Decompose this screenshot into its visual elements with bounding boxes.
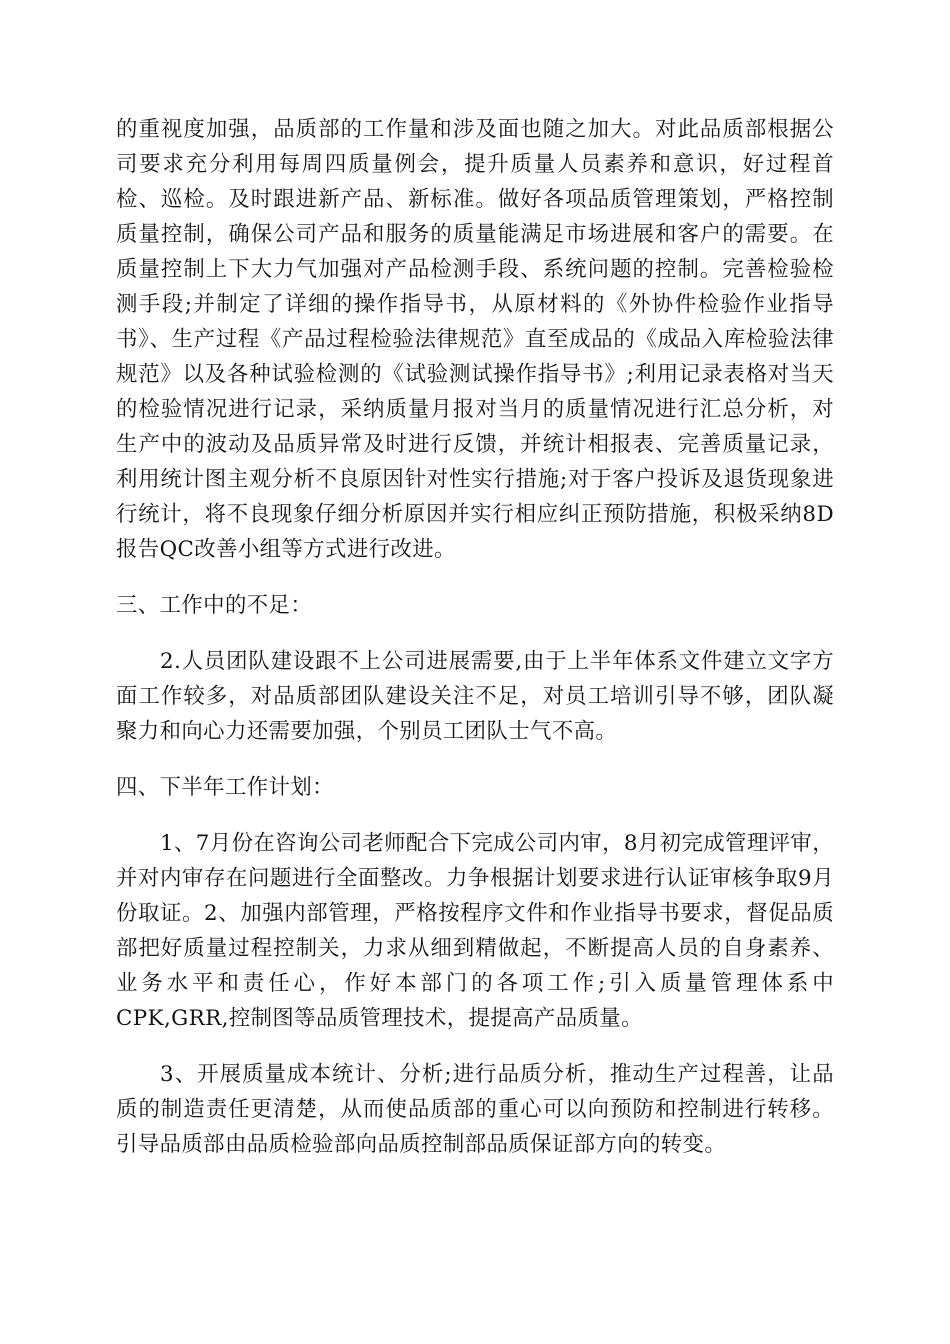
section-heading-plan: 四、下半年工作计划： xyxy=(116,775,334,800)
paragraph-quality-control-work: 的重视度加强，品质部的工作量和涉及面也随之加大。对此品质部根据公司要求充分利用每周四质量例会，提升质量人员素养和意识，好过程首检、巡检。及时跟进新产品、新标准。做好各项品质管理策划，严格控制质量控制，确保公司产品和服务的质量能满足市场进展和客户的需要。在质量控制上下大力气加强对产品检测手段、系统问题的控制。完善检验检测手段;并制定了详细的操作指导书，从原材料的《外协件检验作业指导书》、生产过程《产品过程检验法律规范》直至成品的《成品入库检验法律规范》以及各种试验检测的《试验测试操作指导书》;利用记录表格对当天的检验情况进行记录，采纳质量月报对当月的质量情况进行汇总分析，对生产中的波动及品质异常及时进行反馈，并统计相报表、完善质量记录，利用统计图主观分析不良原因针对性实行措施;对于客户投诉及退货现象进行统计，将不良现象仔细分析原因并实行相应纠正预防措施，积极采纳8D报告QC改善小组等方式进行改进。 xyxy=(116,117,834,562)
paragraph-plan-audit-management: 1、7月份在咨询公司老师配合下完成公司内审，8月初完成管理评审，并对内审存在问题进行全面整改。力争根据计划要求进行认证审核争取9月份取证。2、加强内部管理，严格按程序文件和作业指导书要求，督促品质部把好质量过程控制关，力求从细到精做起，不断提高人员的自身素养、业务水平和责任心，作好本部门的各项工作;引入质量管理体系中CPK,GRR,控制图等品质管理技术，提提高产品质量。 xyxy=(116,831,834,1031)
paragraph-team-building: 2.人员团队建设跟不上公司进展需要,由于上半年体系文件建立文字方面工作较多，对品质部团队建设关注不足，对员工培训引导不够，团队凝聚力和向心力还需要加强，个别员工团队士气不高。 xyxy=(116,649,834,744)
document-body xyxy=(116,112,834,1183)
section-heading-shortcomings: 三、工作中的不足： xyxy=(116,593,313,618)
paragraph-plan-quality-cost: 3、开展质量成本统计、分析;进行品质分析，推动生产过程善，让品质的制造责任更清楚，从而使品质部的重心可以向预防和控制进行转移。引导品质部由品质检验部向品质控制部品质保证部方向的转变。 xyxy=(116,1062,834,1157)
